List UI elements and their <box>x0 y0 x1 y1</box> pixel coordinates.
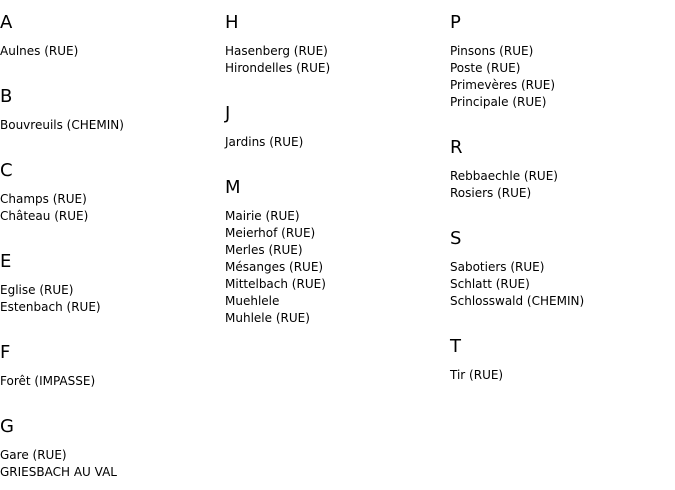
street-link[interactable]: Mésanges (RUE) <box>225 260 324 274</box>
street-link[interactable]: Muehlele <box>225 294 280 308</box>
street-link[interactable]: Château (RUE) <box>0 209 89 223</box>
street-list <box>225 208 326 327</box>
letter-heading: G <box>0 416 14 437</box>
street-list <box>450 367 503 384</box>
letter-heading: F <box>0 342 11 363</box>
letter-heading: M <box>225 177 241 198</box>
street-link[interactable]: Bouvreuils (CHEMIN) <box>0 118 124 132</box>
street-link[interactable]: Mairie (RUE) <box>225 209 300 223</box>
street-link[interactable]: Tir (RUE) <box>450 368 504 382</box>
street-list <box>225 43 330 77</box>
street-link[interactable]: Forêt (IMPASSE) <box>0 374 96 388</box>
letter-heading: E <box>0 251 12 272</box>
street-link[interactable]: Eglise (RUE) <box>0 283 74 297</box>
street-link[interactable]: Primevères (RUE) <box>450 78 556 92</box>
letter-heading: B <box>0 86 13 107</box>
letter-heading: R <box>450 137 463 158</box>
letter-heading: J <box>225 103 231 124</box>
street-link[interactable]: Poste (RUE) <box>450 61 521 75</box>
street-link[interactable]: Hirondelles (RUE) <box>225 61 331 75</box>
street-list <box>0 191 88 225</box>
street-link[interactable]: Rosiers (RUE) <box>450 186 532 200</box>
street-list <box>0 447 117 481</box>
street-link[interactable]: Schlosswald (CHEMIN) <box>450 294 585 308</box>
street-link[interactable]: Meierhof (RUE) <box>225 226 316 240</box>
street-link[interactable]: Muhlele (RUE) <box>225 311 310 325</box>
street-link[interactable]: Estenbach (RUE) <box>0 300 101 314</box>
street-link[interactable]: Schlatt (RUE) <box>450 277 530 291</box>
street-list <box>0 117 124 134</box>
letter-heading: T <box>450 336 461 357</box>
street-list <box>0 43 78 60</box>
street-list <box>450 168 558 202</box>
street-link[interactable]: Rebbaechle (RUE) <box>450 169 558 183</box>
street-link[interactable]: Merles (RUE) <box>225 243 303 257</box>
street-link[interactable]: Mittelbach (RUE) <box>225 277 326 291</box>
street-link[interactable]: Pinsons (RUE) <box>450 44 534 58</box>
street-list <box>450 43 555 111</box>
street-link[interactable]: Aulnes (RUE) <box>0 44 79 58</box>
street-link[interactable]: Jardins (RUE) <box>225 135 304 149</box>
street-link[interactable]: Champs (RUE) <box>0 192 87 206</box>
street-link[interactable]: Principale (RUE) <box>450 95 547 109</box>
letter-heading: A <box>0 12 13 33</box>
letter-heading: P <box>450 12 461 33</box>
street-list <box>0 373 95 390</box>
street-link[interactable]: Gare (RUE) <box>0 448 67 462</box>
letter-heading: C <box>0 160 13 181</box>
letter-heading: H <box>225 12 239 33</box>
street-list <box>225 134 303 151</box>
street-list <box>0 282 101 316</box>
street-list <box>450 259 584 310</box>
street-link[interactable]: Hasenberg (RUE) <box>225 44 328 58</box>
street-link[interactable]: Sabotiers (RUE) <box>450 260 545 274</box>
letter-heading: S <box>450 228 462 249</box>
street-link[interactable]: GRIESBACH AU VAL <box>0 465 117 479</box>
